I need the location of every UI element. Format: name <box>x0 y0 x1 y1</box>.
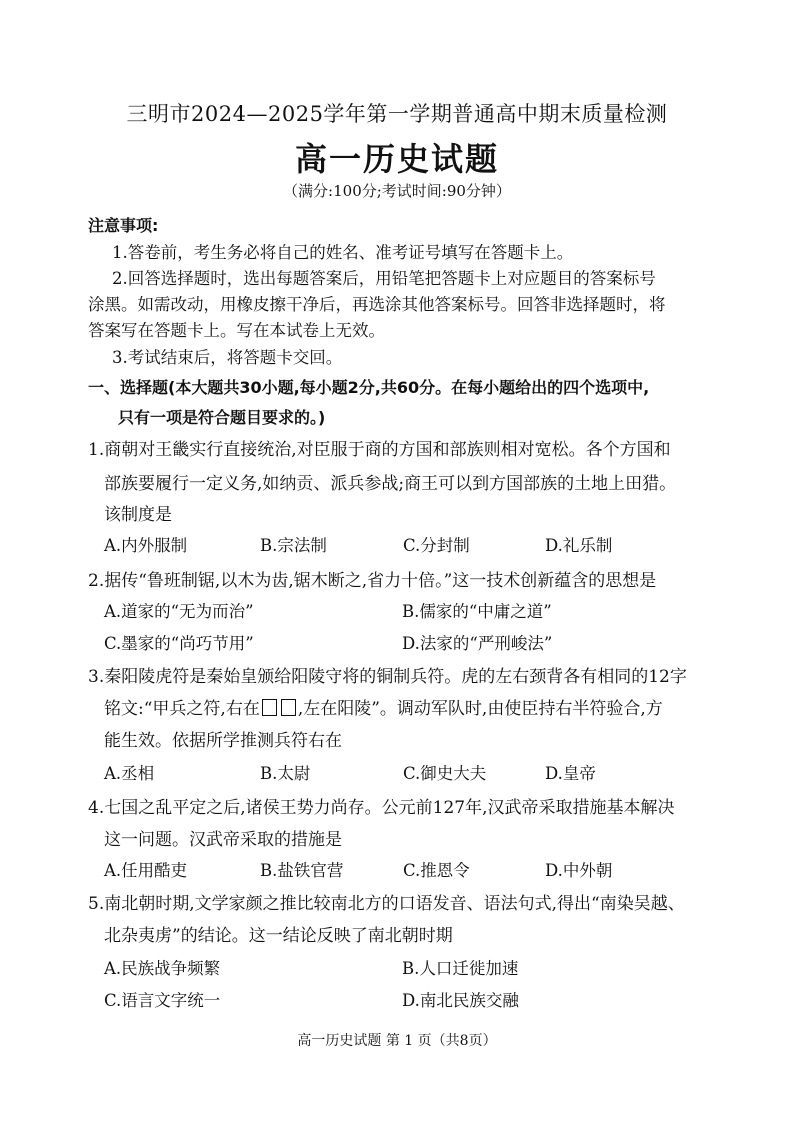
notes-line: 1.答卷前，考生务必将自己的姓名、准考证号填写在答题卡上。 <box>112 243 574 262</box>
option-c: C.推恩令 <box>403 861 470 880</box>
question-3-text-part: 铭文:“甲兵之符,右在 <box>104 699 260 719</box>
option-b: B.盐铁官营 <box>260 861 344 880</box>
exam-header-line: 三明市2024—2025学年第一学期普通高中期末质量检测 <box>126 102 668 126</box>
option-a: A.民族战争频繁 <box>104 959 221 978</box>
option-c: C.御史大夫 <box>403 764 487 783</box>
blank-box <box>262 699 277 716</box>
question-1-text: 1.商朝对王畿实行直接统治,对臣服于商的方国和部族则相对宽松。各个方国和 <box>88 440 671 460</box>
question-4-text: 4.七国之乱平定之后,诸侯王势力尚存。公元前127年,汉武帝采取措施基本解决 <box>88 798 675 818</box>
question-3-text <box>104 694 663 719</box>
question-3-text: 3.秦阳陵虎符是秦始皇颁给阳陵守将的铜制兵符。虎的左右颈背各有相同的12字 <box>88 667 687 687</box>
option-d: D.礼乐制 <box>545 536 613 555</box>
question-2-text: 2.据传“鲁班制锯,以木为齿,锯木断之,省力十倍。”这一技术创新蕴含的思想是 <box>88 571 657 591</box>
notes-line: 3.考试结束后，将答题卡交回。 <box>112 348 343 367</box>
option-a: A.丞相 <box>104 764 155 783</box>
exam-title: 高一历史试题 <box>294 140 499 178</box>
question-4-text: 这一问题。汉武帝采取的措施是 <box>104 830 342 850</box>
question-1-text: 该制度是 <box>104 505 172 525</box>
question-1-text: 部族要履行一定义务,如纳贡、派兵参战;商王可以到方国部族的土地上田猎。 <box>104 474 677 494</box>
section-heading-cont: 只有一项是符合题目要求的。) <box>118 408 326 427</box>
notes-title: 注意事项: <box>88 216 159 235</box>
notes-line: 涂黑。如需改动，用橡皮擦干净后，再选涂其他答案标号。回答非选择题时，将 <box>88 295 666 314</box>
section-heading: 一、选择题(本大题共30小题,每小题2分,共60分。在每小题给出的四个选项中, <box>88 378 650 397</box>
notes-line: 2.回答选择题时，选出每题答案后，用铅笔把答题卡上对应题目的答案标号 <box>112 269 656 288</box>
page-footer: 高一历史试题 第 1 页（共8页） <box>297 1033 497 1049</box>
option-a: A.内外服制 <box>104 536 188 555</box>
question-3-text-part: ,左在阳陵”。调动军队时,由使臣持右半符验合,方 <box>297 699 663 719</box>
option-a: A.任用酷吏 <box>104 861 188 880</box>
exam-meta: （满分:100分;考试时间:90分钟） <box>283 182 511 200</box>
notes-line: 答案写在答题卡上。写在本试卷上无效。 <box>88 321 385 340</box>
option-d: D.南北民族交融 <box>402 991 519 1010</box>
option-d: D.法家的“严刑峻法” <box>402 634 553 653</box>
option-c: C.语言文字统一 <box>104 991 221 1010</box>
option-b: B.宗法制 <box>260 536 327 555</box>
option-d: D.中外朝 <box>545 861 613 880</box>
question-5-text: 5.南北朝时期,文学家颜之推比较南北方的口语发音、语法句式,得出“南染吴越、 <box>88 894 685 914</box>
option-d: D.皇帝 <box>545 764 596 783</box>
option-c: C.墨家的“尚巧节用” <box>104 634 254 653</box>
question-5-text: 北杂夷虏”的结论。这一结论反映了南北朝时期 <box>104 926 453 946</box>
option-b: B.太尉 <box>260 764 311 783</box>
question-3-text: 能生效。依据所学推测兵符右在 <box>104 731 342 751</box>
option-c: C.分封制 <box>403 536 470 555</box>
option-b: B.儒家的“中庸之道” <box>402 602 552 621</box>
option-b: B.人口迁徙加速 <box>402 959 519 978</box>
option-a: A.道家的“无为而治” <box>104 602 254 621</box>
blank-box <box>281 699 296 716</box>
